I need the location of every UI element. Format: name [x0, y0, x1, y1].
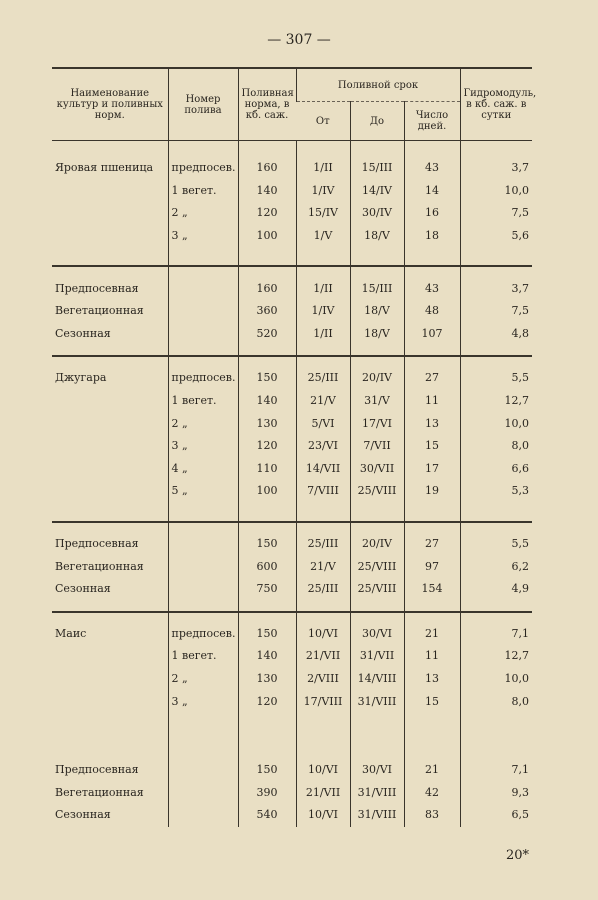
table-row: 4 „ 110 14/VII 30/VII 17 6,6: [52, 458, 532, 481]
table-row-total: Вегетационная 600 21/V 25/VIII 97 6,2: [52, 555, 532, 578]
header-from: От: [296, 102, 350, 141]
header-irrigation-no: Номер полива: [168, 68, 238, 141]
table-row: 1 вегет. 140 1/IV 14/IV 14 10,0: [52, 180, 532, 203]
table-row-total: Вегетационная 390 21/VII 31/VIII 42 9,3: [52, 781, 532, 804]
crop-name: Джугара: [55, 371, 107, 385]
table-row: 5 „ 100 7/VIII 25/VIII 19 5,3: [52, 480, 532, 503]
table-row-total: Сезонная 750 25/III 25/VIII 154 4,9: [52, 578, 532, 601]
header-hydromodule: Гидромодуль, в кб. саж. в сутки: [460, 68, 532, 141]
header-period: Поливной срок: [296, 68, 460, 102]
table-row: Маис предпосев. 150 10/VI 30/VI 21 7,1: [52, 623, 532, 646]
table-row: 3 „ 120 17/VIII 31/VIII 15 8,0: [52, 690, 532, 713]
header-to: До: [350, 102, 404, 141]
table-row-total: Вегетационная 360 1/IV 18/V 48 7,5: [52, 300, 532, 323]
table-row-total: Предпосевная 160 1/II 15/III 43 3,7: [52, 277, 532, 300]
crop-name: Маис: [55, 626, 87, 640]
table-row: Яровая пшеница предпосев. 160 1/II 15/III 43 3,7: [52, 157, 532, 180]
table-row: 1 вегет. 140 21/VII 31/VII 11 12,7: [52, 645, 532, 668]
table-row: Джугара предпосев. 150 25/III 20/IV 27 5,5: [52, 367, 532, 390]
table-row: 3 „ 120 23/VI 7/VII 15 8,0: [52, 435, 532, 458]
header-crop: Наименование культур и поливных норм.: [52, 68, 168, 141]
signature-mark: 20*: [506, 848, 530, 863]
crop-name: Яровая пшеница: [55, 161, 154, 175]
table-row: 1 вегет. 140 21/V 31/V 11 12,7: [52, 390, 532, 413]
header-norm: Поливная норма, в кб. саж.: [238, 68, 296, 141]
table-row-total: Предпосевная 150 10/VI 30/VI 21 7,1: [52, 759, 532, 782]
table-row: 2 „ 130 2/VIII 14/VIII 13 10,0: [52, 668, 532, 691]
table-row: 2 „ 130 5/VI 17/VI 13 10,0: [52, 412, 532, 435]
table-row: 2 „ 120 15/IV 30/IV 16 7,5: [52, 202, 532, 225]
table-row: 3 „ 100 1/V 18/V 18 5,6: [52, 225, 532, 248]
page-number: — 307 —: [267, 32, 331, 48]
irrigation-table: [52, 67, 537, 827]
table-row-total: Предпосевная 150 25/III 20/IV 27 5,5: [52, 533, 532, 556]
header-days: Число дней.: [404, 102, 460, 141]
table-row-total: Сезонная 520 1/II 18/V 107 4,8: [52, 323, 532, 346]
table-row-total: Сезонная 540 10/VI 31/VIII 83 6,5: [52, 804, 532, 827]
